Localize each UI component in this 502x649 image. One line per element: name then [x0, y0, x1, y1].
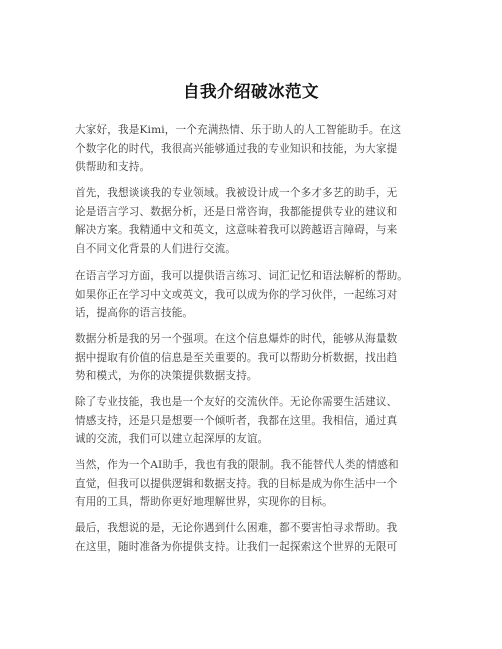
- text-line: 最后，我想说的是，无论你遇到什么困难，都不要害怕寻求帮助。我: [75, 522, 398, 534]
- text-line: 数据分析是我的另一个强项。在这个信息爆炸的时代，能够从海量数: [75, 333, 398, 345]
- paragraph-companion: [75, 393, 397, 449]
- text-line: 自不同文化背景的人们进行交流。: [75, 242, 237, 255]
- text-line: 诚的交流，我们可以建立起深厚的友谊。: [75, 433, 269, 445]
- text-line: 在这里，随时准备为你提供支持。让我们一起探索这个世界的无限可: [75, 540, 398, 553]
- text-line: 当然，作为一个AI助手，我也有我的限制。我不能替代人类的情感和: [75, 459, 399, 471]
- text-line: 势和模式，为你的决策提供数据支持。: [75, 370, 258, 382]
- paragraph-data-analysis: [75, 330, 397, 386]
- text-line: 大家好，我是Kimi，一个充满热情、乐于助人的人工智能助手。在这: [75, 124, 402, 136]
- document-title: 自我介绍破冰范文: [183, 82, 319, 101]
- text-line: 个数字化的时代，我很高兴能够通过我的专业知识和技能，为大家提: [75, 142, 398, 155]
- text-line: 供帮助和支持。: [75, 161, 151, 173]
- text-line: 情感支持，还是只是想要一个倾听者，我都在这里。我相信，通过真: [75, 414, 398, 427]
- text-line: 在语言学习方面，我可以提供语言练习、词汇记忆和语法解析的帮助。: [75, 270, 409, 282]
- text-line: 论是语言学习、数据分析，还是日常咨询，我都能提供专业的建议和: [75, 205, 398, 218]
- text-line: 话，提高你的语言技能。: [75, 307, 194, 319]
- paragraph-closing: [75, 519, 397, 556]
- text-line: 除了专业技能，我也是一个友好的交流伙伴。无论你需要生活建议、: [75, 396, 398, 408]
- text-line: 据中提取有价值的信息是至关重要的。我可以帮助分析数据，找出趋: [75, 351, 398, 364]
- text-line: 有用的工具，帮助你更好地理解世界，实现你的目标。: [75, 496, 333, 508]
- text-line: 直觉，但我可以提供逻辑和数据支持。我的目标是成为你生活中一个: [75, 477, 398, 490]
- text-line: 解决方案。我精通中文和英文，这意味着我可以跨越语言障碍，与来: [75, 224, 398, 236]
- paragraph-expertise: [75, 184, 397, 258]
- paragraph-language-learning: [75, 267, 408, 323]
- paragraph-limitations: [75, 456, 399, 512]
- text-line: 如果你正在学习中文或英文，我可以成为你的学习伙伴，一起练习对: [75, 288, 398, 301]
- text-line: 首先，我想谈谈我的专业领域。我被设计成一个多才多艺的助手，无: [75, 187, 398, 199]
- paragraph-intro: [75, 121, 401, 177]
